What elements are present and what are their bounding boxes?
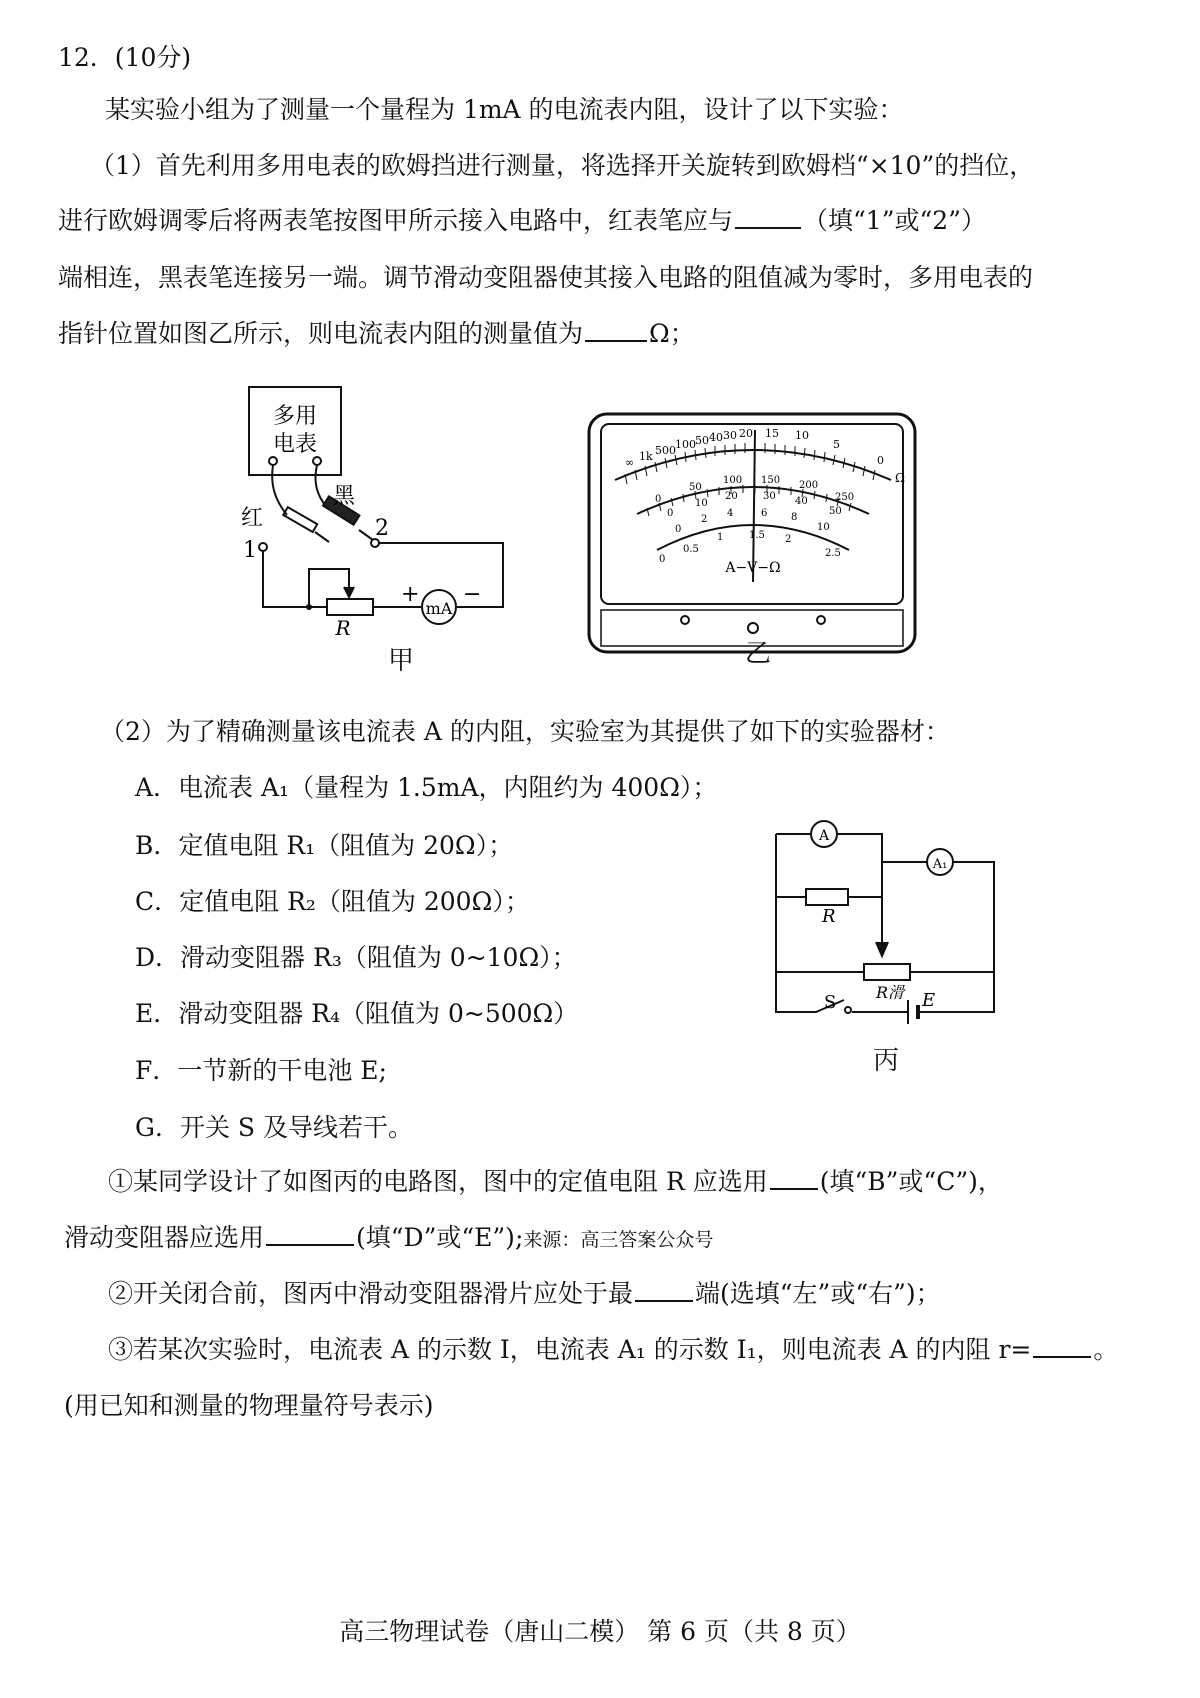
ohm-scale-inf: ∞ (625, 456, 635, 469)
subquestion-1b-hint: (填“D”或“E”); (356, 1223, 524, 1252)
mid-scale-0: 0 (655, 494, 662, 505)
question-intro: 某实验小组为了测量一个量程为 1mA 的电流表内阻，设计了以下实验： (105, 95, 904, 124)
dc-scale-8: 8 (791, 512, 798, 523)
mid-scale-250: 250 (835, 492, 855, 503)
ohm-symbol: Ω (895, 471, 905, 485)
ohm-scale-50: 50 (695, 434, 709, 447)
equipment-item-f: F．一节新的干电池 E; (135, 1056, 387, 1085)
milliammeter-label: mA (425, 599, 453, 618)
multimeter-box (249, 387, 341, 475)
fixed-resistor-label: R (822, 906, 836, 927)
part2-intro: （2）为了精确测量该电流表 A 的内阻，实验室为其提供了如下的实验器材： (100, 717, 950, 746)
subquestion-1-hint: (填“B”或“C”)， (819, 1167, 1003, 1196)
mid-scale2-20: 20 (725, 491, 738, 502)
figure-jia-caption: 甲 (388, 646, 415, 676)
equipment-item-g: G．开关 S 及导线若干。 (135, 1113, 413, 1142)
fixed-resistor-r (806, 889, 848, 905)
zero-adjust-screw (748, 623, 758, 633)
meter-center-label: A−V−Ω (725, 560, 781, 576)
dc-scale-6: 6 (761, 508, 768, 519)
part1-line4-unit: Ω； (649, 319, 695, 348)
dc-scale-4: 4 (727, 508, 734, 519)
equipment-item-c: C．定值电阻 R₂（阻值为 200Ω）； (135, 887, 530, 916)
part1-line2 (58, 205, 986, 237)
equipment-item-e: E．滑动变阻器 R₄（阻值为 0~500Ω） (135, 999, 579, 1028)
switch-label: S (824, 992, 837, 1013)
equipment-item-b: B．定值电阻 R₁（阻值为 20Ω）； (135, 831, 514, 860)
ac-scale-1-5: 1.5 (749, 530, 765, 541)
subquestion-1-text: ①某同学设计了如图丙的电路图，图中的定值电阻 R 应选用 (108, 1167, 768, 1196)
part1-line2-hint: （填“1”或“2”） (803, 206, 986, 235)
subquestion-1b-text: 滑动变阻器应选用 (64, 1223, 265, 1252)
answer-blank-internal-resistance[interactable] (1033, 1334, 1091, 1358)
terminal-2-label: 2 (375, 516, 389, 541)
mid-scale-100: 100 (723, 475, 743, 486)
mid-scale-50: 50 (689, 482, 702, 493)
mid-scale2-40: 40 (795, 496, 808, 507)
resistor-label: R (335, 616, 351, 635)
ohm-scale-20: 20 (739, 427, 753, 440)
ac-scale-0-5: 0.5 (683, 544, 699, 555)
answer-blank-slider-position[interactable] (635, 1278, 693, 1302)
ac-scale-2-5: 2.5 (825, 548, 841, 559)
ohm-scale-15: 15 (765, 427, 779, 440)
subquestion-2-hint: 端(选填“左”或“右”)； (695, 1279, 941, 1308)
page-footer: 高三物理试卷（唐山二模） 第 6 页（共 8 页） (339, 1617, 861, 1646)
answer-blank-terminal[interactable] (735, 205, 801, 229)
mid-scale2-10: 10 (695, 498, 708, 509)
part1-line4-text: 指针位置如图乙所示，则电流表内阻的测量值为 (58, 319, 584, 348)
ac-scale-0: 0 (659, 554, 666, 565)
part1-line2-text: 进行欧姆调零后将两表笔按图甲所示接入电路中，红表笔应与 (58, 206, 734, 235)
ac-scale-1: 1 (717, 532, 724, 543)
subquestion-3 (108, 1334, 1118, 1366)
subquestion-2 (108, 1278, 941, 1310)
red-probe-label: 红 (241, 506, 264, 531)
answer-blank-resistor-choice[interactable] (770, 1166, 818, 1190)
equipment-item-d: D．滑动变阻器 R₃（阻值为 0~10Ω）； (135, 943, 577, 972)
subquestion-2-text: ②开关闭合前，图丙中滑动变阻器滑片应处于最 (108, 1279, 634, 1308)
ammeter-a1-label: A₁ (932, 857, 948, 872)
black-probe-label: 黑 (333, 484, 356, 509)
source-note: 来源：高三答案公众号 (523, 1229, 714, 1251)
dc-scale-10: 10 (817, 522, 830, 533)
rheostat-slide (864, 964, 910, 980)
figure-bing (768, 812, 1008, 1042)
answer-blank-rheostat-choice[interactable] (266, 1222, 354, 1246)
answer-blank-resistance[interactable] (585, 318, 647, 342)
ohm-scale-1k: 1k (639, 450, 653, 463)
terminal-1-label: 1 (243, 538, 257, 563)
question-number: 12．(10分) (58, 43, 192, 72)
subquestion-3-note: (用已知和测量的物理量符号表示) (64, 1391, 434, 1420)
mid-scale2-30: 30 (763, 491, 776, 502)
ohm-scale-5: 5 (833, 438, 840, 451)
meter-screw-right (817, 616, 825, 624)
ohm-scale-100: 100 (675, 438, 696, 451)
figure-yi-caption: 乙 (745, 639, 772, 669)
terminal-1-node (259, 543, 267, 551)
mid-scale-200: 200 (799, 480, 819, 491)
subquestion-3-end: 。 (1093, 1335, 1119, 1364)
rheostat-r (327, 599, 373, 615)
mid-scale-150: 150 (761, 475, 781, 486)
ohm-scale-10: 10 (795, 429, 809, 442)
ac-scale-2: 2 (785, 534, 792, 545)
battery-label: E (922, 990, 936, 1011)
ohm-scale-500: 500 (655, 444, 676, 457)
dc-scale-2: 2 (701, 514, 708, 525)
figure-yi (585, 410, 925, 660)
dc-scale-0: 0 (675, 524, 682, 535)
ohm-scale-30: 30 (723, 429, 737, 442)
mid-scale2-0: 0 (667, 508, 674, 519)
ohm-scale-0: 0 (877, 454, 884, 467)
meter-screw-left (681, 616, 689, 624)
ammeter-a-label: A (818, 828, 830, 844)
figure-bing-caption: 丙 (873, 1046, 900, 1076)
part1-line3: 端相连，黑表笔连接另一端。调节滑动变阻器使其接入电路的阻值减为零时，多用电表的 (58, 263, 1034, 292)
subquestion-1-line1 (108, 1166, 1003, 1198)
subquestion-1-line2 (64, 1222, 713, 1256)
subquestion-3-text: ③若某次实验时，电流表 A 的示数 I，电流表 A₁ 的示数 I₁，则电流表 A 的内阻 r= (108, 1335, 1032, 1364)
plus-sign: + (401, 582, 420, 607)
ohm-scale-40: 40 (709, 431, 723, 444)
multimeter-label-2: 电表 (272, 432, 318, 457)
part1-line1: （1）首先利用多用电表的欧姆挡进行测量，将选择开关旋转到欧姆档“×10”的挡位， (90, 151, 1035, 180)
equipment-item-a: A．电流表 A₁（量程为 1.5mA，内阻约为 400Ω）； (135, 773, 718, 802)
part1-line4 (58, 318, 695, 350)
multimeter-label-1: 多用 (272, 404, 318, 429)
rheostat-label: R滑 (876, 983, 905, 1002)
figure-jia (225, 375, 535, 635)
mid-scale2-50: 50 (829, 506, 842, 517)
minus-sign: − (463, 582, 482, 607)
